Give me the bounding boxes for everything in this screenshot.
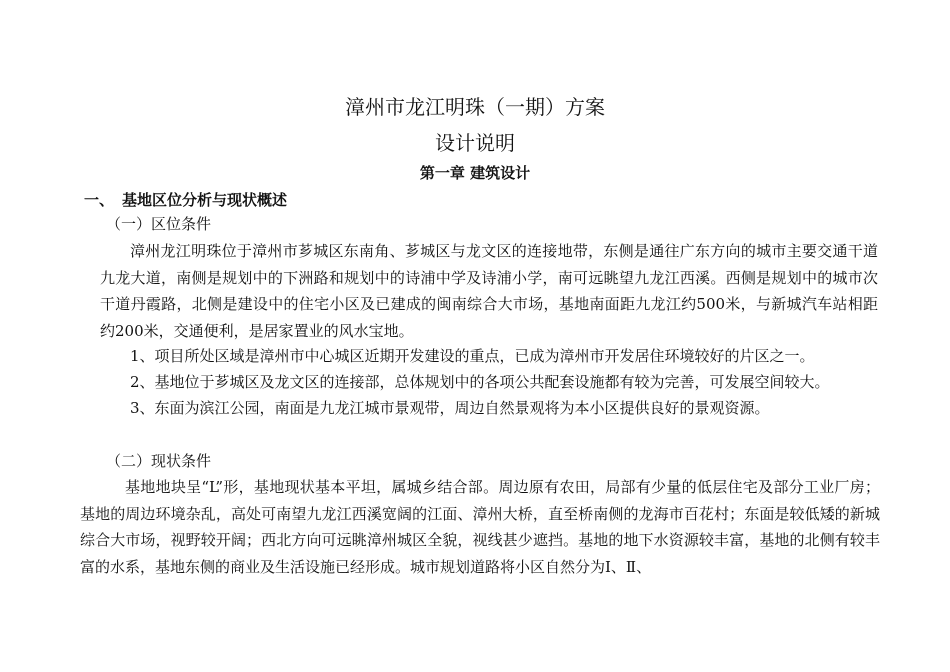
status-paragraph: 基地地块呈“L”形，基地现状基本平坦，属城乡结合部。周边原有农田，局部有少量的低层住宅及部分工业厂房；基地的周边环境杂乱，高处可南望九龙江西溪宽阔的江面、漳州大桥，直至桥南侧的龙海市百花村；东面是较低矮的新城综合大市场，视野较开阔；西北方向可远眺漳州城区全貌，视线甚少遮挡。基地的地下水资源较丰富，基地的北侧有较丰富的水系，基地东侧的商业及生活设施已经形成。城市规划道路将小区自然分为Ⅰ、Ⅱ、 xyxy=(80,478,880,576)
document-title: 漳州市龙江明珠（一期）方案 xyxy=(345,95,605,119)
section-number: 一、 xyxy=(84,191,115,209)
location-paragraph: 漳州龙江明珠位于漳州市芗城区东南角、芗城区与龙文区的连接地带，东侧是通往广东方向的城市主要交通干道九龙大道，南侧是规划中的下洲路和规划中的诗浦中学及诗浦小学，南可远眺望九龙江西溪。西侧是规划中的城市次干道丹霞路，北侧是建设中的住宅小区及已建成的闽南综合大市场，基地南面距九龙江约500米，与新城汽车站相距约200米，交通便利，是居家置业的风水宝地。 xyxy=(100,242,878,340)
subsection-heading-status: （二）现状条件 xyxy=(106,452,212,470)
section-heading xyxy=(84,189,287,211)
chapter-heading: 第一章 建筑设计 xyxy=(419,164,531,182)
list-item: 2、基地位于芗城区及龙文区的连接部，总体规划中的各项公共配套设施都有较为完善，可发展空间较大。 xyxy=(130,373,830,391)
list-item: 1、项目所处区域是漳州市中心城区近期开发建设的重点，已成为漳州市开发居住环境较好的片区之一。 xyxy=(130,347,815,365)
section-title: 基地区位分析与现状概述 xyxy=(122,191,288,209)
subsection-heading-location: （一）区位条件 xyxy=(106,215,212,233)
list-item: 3、东面为滨江公园，南面是九龙江城市景观带，周边自然景观将为本小区提供良好的景观资源。 xyxy=(130,399,770,417)
document-subtitle: 设计说明 xyxy=(435,131,515,155)
